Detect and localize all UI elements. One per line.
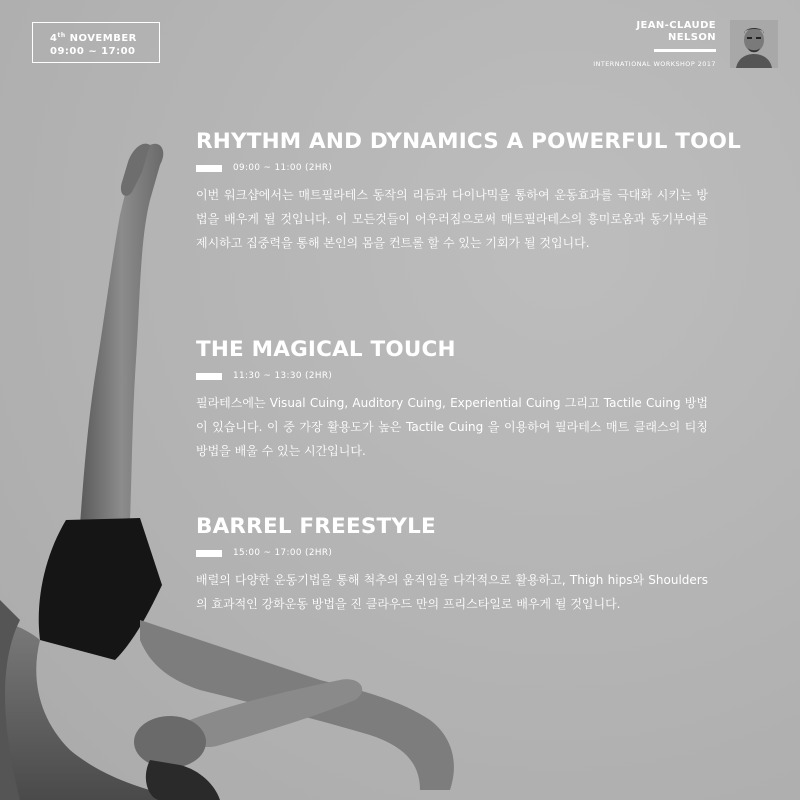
session-barrel-freestyle — [196, 514, 708, 616]
date-day: 4 — [50, 33, 58, 44]
event-time: 09:00 ~ 17:00 — [50, 46, 136, 57]
session-description: 필라테스에는 Visual Cuing, Auditory Cuing, Experiential Cuing 그리고 Tactile Cuing 방법이 있습니다. 이 중 가장 활용도가 높은 Tactile Cuing 을 이용하여 필라테스 매트 클래스의 티칭 방법을 배울 수 있는 시간입니다. — [196, 396, 708, 458]
session-time-row — [196, 546, 708, 560]
instructor-first-name: JEAN-CLAUDE — [636, 20, 716, 31]
event-date — [50, 29, 159, 45]
event-date-box — [32, 22, 160, 63]
time-bar — [196, 373, 222, 380]
time-bar — [196, 165, 222, 172]
session-title: RHYTHM AND DYNAMICS A POWERFUL TOOL — [196, 129, 742, 154]
session-description: 이번 워크샵에서는 매트필라테스 동작의 리듬과 다이나믹을 통하여 운동효과를 극대화 시키는 방법을 배우게 될 것입니다. 이 모든것들이 어우러짐으로써 매트필라테스의 흥미로움과 동기부여를 제시하고 집중력을 통해 본인의 몸을 컨트롤 할 수 있는 기회가 될 것입니다. — [196, 188, 708, 250]
workshop-subtitle: INTERNATIONAL WORKSHOP 2017 — [593, 60, 716, 68]
session-time-row — [196, 369, 708, 383]
session-rhythm — [196, 129, 742, 255]
avatar-portrait — [730, 20, 778, 68]
date-month: NOVEMBER — [69, 33, 137, 44]
date-suffix: th — [57, 32, 66, 39]
instructor-block — [636, 20, 716, 58]
instructor-avatar — [730, 20, 778, 68]
session-time: 15:00 ~ 17:00 (2HR) — [233, 548, 333, 558]
session-time: 11:30 ~ 13:30 (2HR) — [233, 371, 333, 381]
session-magical-touch — [196, 337, 708, 463]
time-bar — [196, 550, 222, 557]
instructor-divider — [654, 49, 716, 52]
session-time-row — [196, 161, 708, 175]
session-title: THE MAGICAL TOUCH — [196, 337, 456, 362]
session-title: BARREL FREESTYLE — [196, 514, 436, 539]
session-time: 09:00 ~ 11:00 (2HR) — [233, 163, 333, 173]
instructor-last-name: NELSON — [667, 32, 716, 43]
session-description: 배럴의 다양한 운동기법을 통해 척추의 움직임을 다각적으로 활용하고, Thigh hips와 Shoulders 의 효과적인 강화운동 방법을 진 클라우드 만의 프리스타일로 배우게 될 것입니다. — [196, 573, 708, 611]
